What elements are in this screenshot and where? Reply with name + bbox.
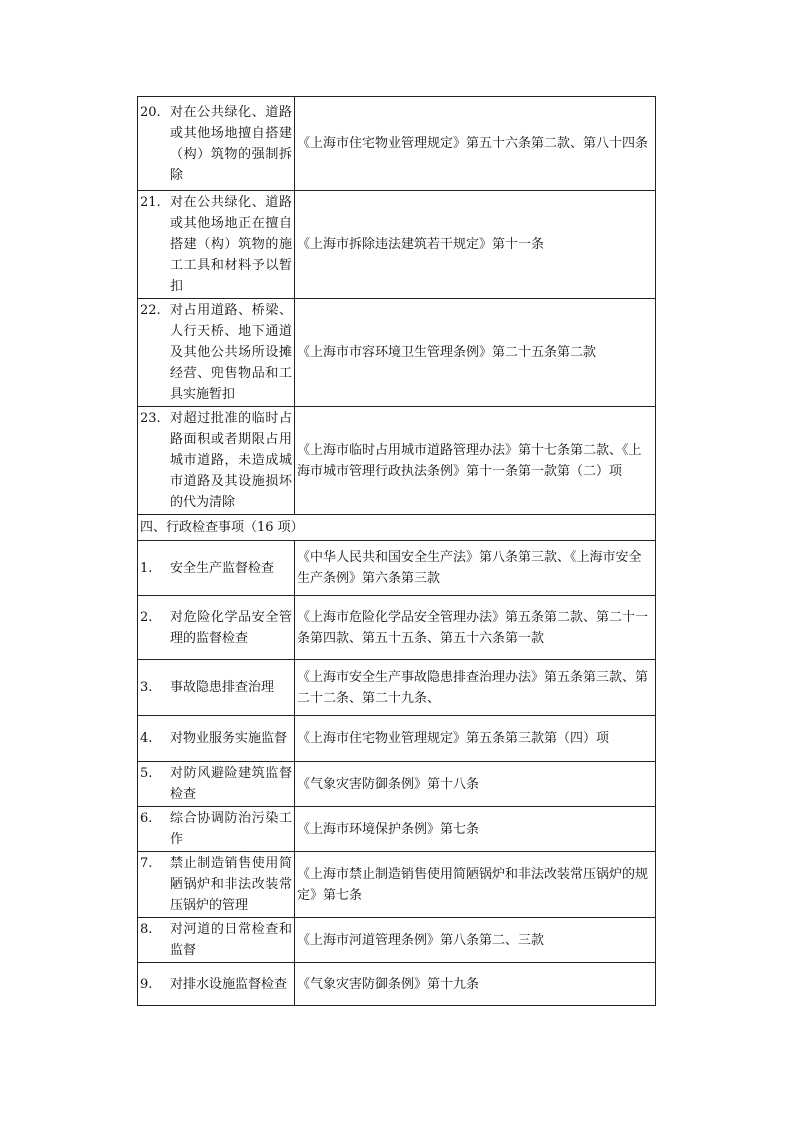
item-text: 对物业服务实施监督 — [170, 731, 288, 746]
legal-basis-cell: 《上海市安全生产事故隐患排查治理办法》第五条第三款、第二十二条、第二十九条、 — [295, 660, 656, 716]
item-text: 对危险化学品安全管理的监督检查 — [170, 609, 292, 646]
item-cell — [138, 660, 295, 716]
item-cell — [138, 541, 295, 596]
legal-basis-cell: 《上海市住宅物业管理规定》第五条第三款第（四）项 — [295, 716, 656, 762]
table-row — [138, 299, 656, 407]
item-text: 对在公共绿化、道路或其他场地正在擅自搭建（构）筑物的施工工具和材料予以暂扣 — [170, 195, 292, 294]
legal-basis-cell: 《上海市拆除违法建筑若干规定》第十一条 — [295, 191, 656, 299]
item-cell — [138, 852, 295, 918]
legal-basis-cell: 《上海市住宅物业管理规定》第五十六条第二款、第八十四条 — [295, 97, 656, 191]
item-cell — [138, 716, 295, 762]
item-number: 9. — [140, 976, 153, 992]
item-cell — [138, 299, 295, 407]
item-text: 对排水设施监督检查 — [170, 976, 288, 992]
table-row — [138, 762, 656, 807]
item-number: 23. — [140, 411, 161, 426]
section-header-row — [138, 515, 656, 541]
item-cell — [138, 807, 295, 852]
item-text: 事故隐患排查治理 — [170, 680, 275, 695]
item-cell — [138, 762, 295, 807]
section-title: 四、行政检查事项（16 项） — [138, 515, 656, 541]
table-row — [138, 97, 656, 191]
table-row — [138, 852, 656, 918]
legal-basis-cell: 《上海市危险化学品安全管理办法》第五条第二款、第二十一条第四款、第五十五条、第五十六条第一款 — [295, 596, 656, 660]
table-row — [138, 407, 656, 515]
item-number: 5. — [140, 766, 153, 781]
item-cell — [138, 97, 295, 191]
item-cell — [138, 596, 295, 660]
item-text: 对超过批准的临时占路面积或者期限占用城市道路，未造成城市道路及其设施损坏的代为清除 — [170, 411, 292, 510]
legal-basis-cell: 《上海市市容环境卫生管理条例》第二十五条第二款 — [295, 299, 656, 407]
item-text: 对占用道路、桥梁、人行天桥、地下通道及其他公共场所设摊经营、兜售物品和工具实施暂扣 — [170, 303, 292, 402]
legal-basis-cell: 《气象灾害防御条例》第十九条 — [295, 963, 656, 1006]
item-text: 对防风避险建筑监督检查 — [170, 766, 292, 802]
table-row — [138, 541, 656, 596]
table-row — [138, 191, 656, 299]
item-number: 2. — [140, 609, 153, 625]
item-cell — [138, 407, 295, 515]
item-number: 7. — [140, 856, 153, 871]
item-text: 综合协调防治污染工作 — [170, 811, 292, 847]
item-number: 1. — [140, 560, 153, 576]
item-number: 3. — [140, 680, 153, 695]
legal-basis-cell: 《上海市河道管理条例》第八条第二、三款 — [295, 918, 656, 963]
item-text: 对在公共绿化、道路或其他场地擅自搭建（构）筑物的强制拆除 — [170, 104, 292, 183]
item-text: 安全生产监督检查 — [170, 560, 275, 576]
item-text: 对河道的日常检查和监督 — [170, 922, 292, 958]
table-row — [138, 918, 656, 963]
regulation-table — [137, 96, 656, 1006]
table-row — [138, 596, 656, 660]
legal-basis-cell: 《气象灾害防御条例》第十八条 — [295, 762, 656, 807]
table-row — [138, 807, 656, 852]
item-text: 禁止制造销售使用简陋锅炉和非法改装常压锅炉的管理 — [170, 856, 292, 913]
item-number: 6. — [140, 811, 153, 826]
table-row — [138, 660, 656, 716]
legal-basis-cell: 《上海市临时占用城市道路管理办法》第十七条第二款、《上海市城市管理行政执法条例》第十一条第一款第（二）项 — [295, 407, 656, 515]
item-number: 21. — [140, 195, 161, 210]
table-row — [138, 963, 656, 1006]
item-cell — [138, 918, 295, 963]
legal-basis-cell: 《中华人民共和国安全生产法》第八条第三款、《上海市安全生产条例》第六条第三款 — [295, 541, 656, 596]
table-row — [138, 716, 656, 762]
item-cell — [138, 191, 295, 299]
item-number: 8. — [140, 922, 153, 937]
item-number: 20. — [140, 104, 161, 120]
legal-basis-cell: 《上海市禁止制造销售使用简陋锅炉和非法改装常压锅炉的规定》第七条 — [295, 852, 656, 918]
item-number: 4. — [140, 731, 153, 746]
item-cell — [138, 963, 295, 1006]
item-number: 22. — [140, 303, 161, 318]
legal-basis-cell: 《上海市环境保护条例》第七条 — [295, 807, 656, 852]
